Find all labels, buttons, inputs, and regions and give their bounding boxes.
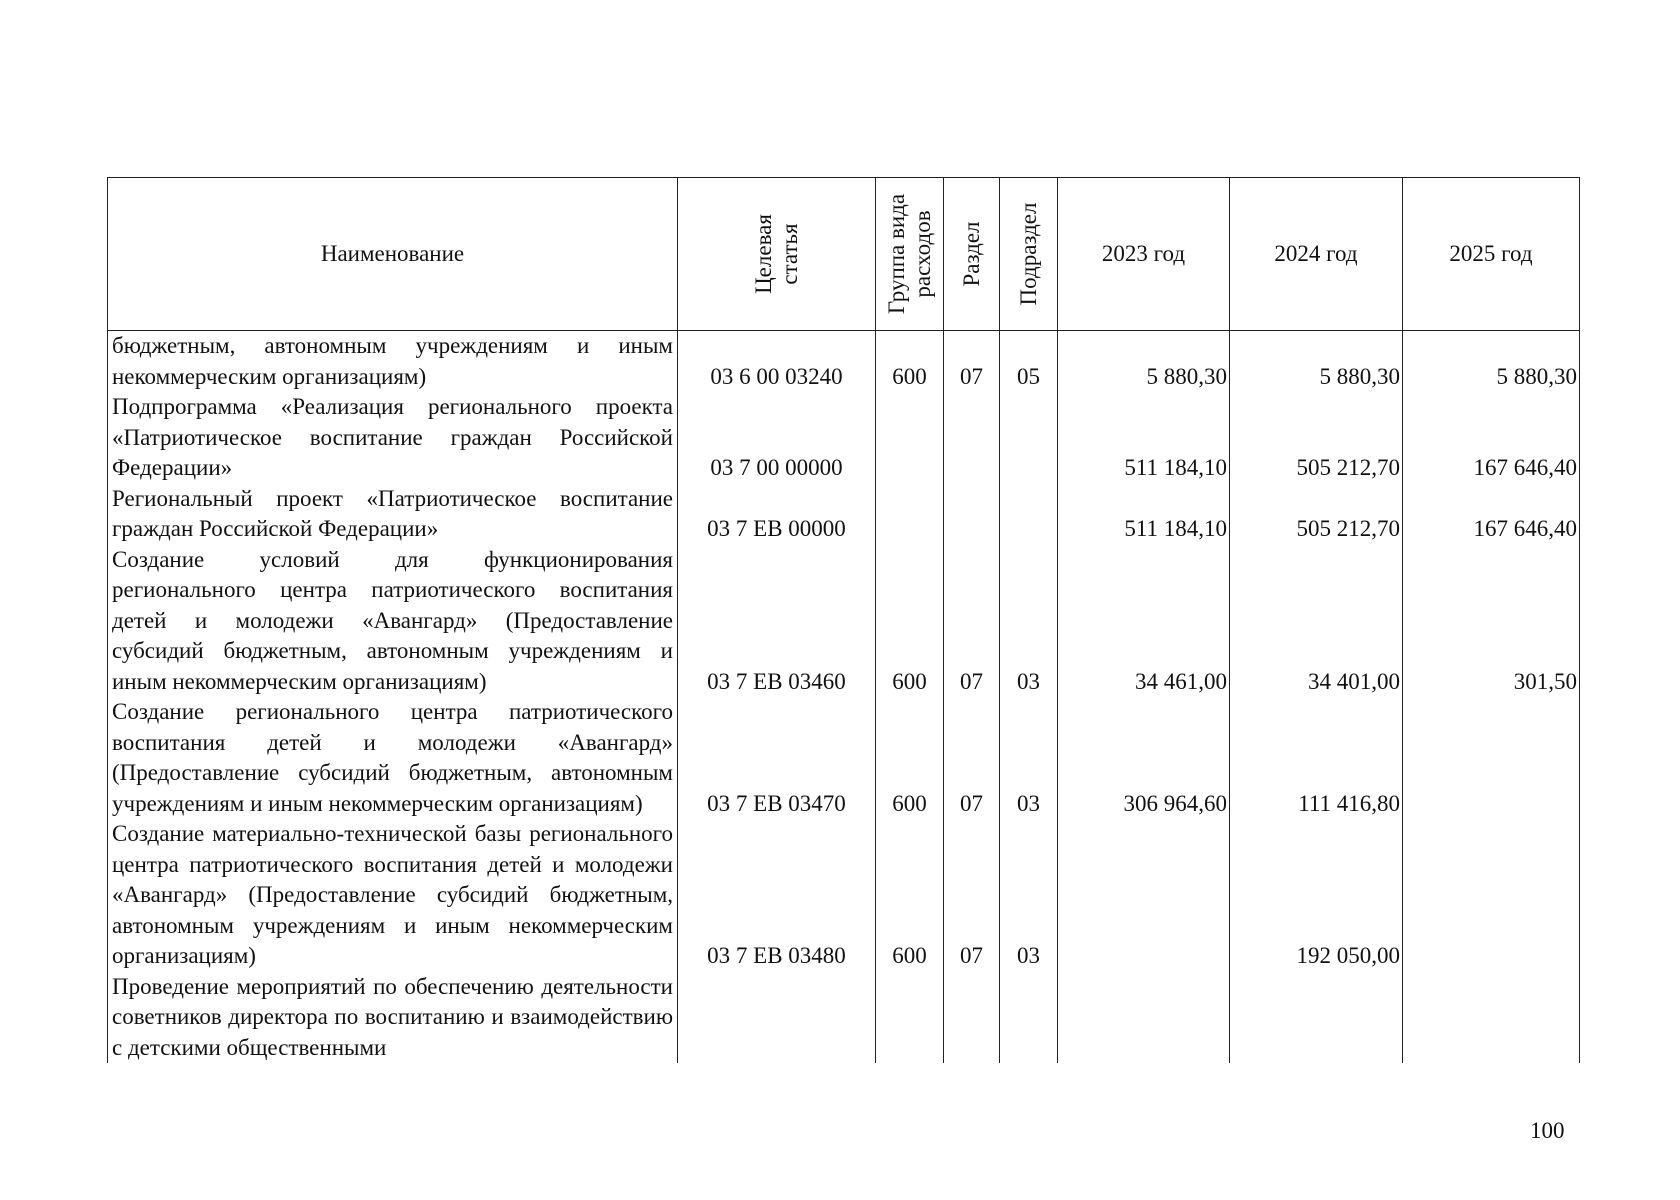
row-subsection: 05 [1000,331,1058,393]
row-name: Создание условий для функционирования регионального центра патриотического воспитания детей и молодежи «Авангард» (Предоставление субсидий бюджетным, автономным учреждениям и иным некоммерческим организациям) [108,545,678,698]
row-section [944,484,1000,545]
row-section [944,972,1000,1064]
row-code: 03 7 ЕВ 03480 [678,819,876,972]
table-header-row [108,178,1580,331]
row-section: 07 [944,545,1000,698]
header-expense-line2: расходов [909,210,935,298]
header-section [944,178,1000,331]
header-section-label: Раздел [958,221,984,287]
row-group [876,972,944,1064]
row-subsection [1000,972,1058,1064]
table-row [108,331,1580,393]
row-name: Подпрограмма «Реализация регионального проекта «Патриотическое воспитание граждан Российской Федерации» [108,392,678,484]
row-name: Создание регионального центра патриотического воспитания детей и молодежи «Авангард» (Предоставление субсидий бюджетным, автономным учреждениям и иным некоммерческим организациям) [108,697,678,819]
row-2023 [1058,819,1230,972]
row-code: 03 7 ЕВ 03460 [678,545,876,698]
row-2025: 167 646,40 [1403,484,1580,545]
row-2025: 167 646,40 [1403,392,1580,484]
row-2024: 505 212,70 [1230,392,1403,484]
header-subsection-label: Подраздел [1015,202,1041,306]
row-code: 03 6 00 03240 [678,331,876,393]
row-2023: 34 461,00 [1058,545,1230,698]
row-subsection [1000,484,1058,545]
table-row [108,819,1580,972]
row-2023: 5 880,30 [1058,331,1230,393]
page-number: 100 [1530,1118,1565,1143]
row-subsection: 03 [1000,819,1058,972]
table-row [108,545,1580,698]
row-section [944,392,1000,484]
row-name: бюджетным, автономным учреждениям и иным некоммерческим организациям) [108,331,678,393]
row-subsection [1000,392,1058,484]
row-2024 [1230,972,1403,1064]
row-group [876,392,944,484]
row-2024: 192 050,00 [1230,819,1403,972]
row-code: 03 7 00 00000 [678,392,876,484]
row-2025: 301,50 [1403,545,1580,698]
row-2023: 511 184,10 [1058,392,1230,484]
row-2025 [1403,972,1580,1064]
table-row [108,484,1580,545]
row-group: 600 [876,819,944,972]
header-target-article [678,178,876,331]
row-group: 600 [876,331,944,393]
budget-table [107,177,1580,1063]
header-target-line2: статья [776,223,802,285]
row-2025 [1403,819,1580,972]
table-row [108,697,1580,819]
row-group [876,484,944,545]
row-group: 600 [876,697,944,819]
row-code: 03 7 ЕВ 03470 [678,697,876,819]
row-2024: 5 880,30 [1230,331,1403,393]
row-2024: 505 212,70 [1230,484,1403,545]
budget-table-page [107,177,1579,1063]
row-name: Проведение мероприятий по обеспечению деятельности советников директора по воспитанию и взаимодействию с детскими общественными [108,972,678,1064]
row-2023 [1058,972,1230,1064]
row-name: Создание материально-технической базы регионального центра патриотического воспитания детей и молодежи «Авангард» (Предоставление субсидий бюджетным, автономным учреждениям и иным некоммерческим организациям) [108,819,678,972]
header-year-2025: 2025 год [1403,178,1580,331]
row-group: 600 [876,545,944,698]
row-name: Региональный проект «Патриотическое воспитание граждан Российской Федерации» [108,484,678,545]
header-name: Наименование [108,178,678,331]
row-code [678,972,876,1064]
row-2024: 111 416,80 [1230,697,1403,819]
row-2024: 34 401,00 [1230,545,1403,698]
row-2025: 5 880,30 [1403,331,1580,393]
table-row [108,972,1580,1064]
header-expense-line1: Группа вида [883,193,909,315]
row-section: 07 [944,819,1000,972]
table-row [108,392,1580,484]
row-section: 07 [944,331,1000,393]
header-target-line1: Целевая [750,214,776,294]
row-subsection: 03 [1000,545,1058,698]
header-year-2024: 2024 год [1230,178,1403,331]
row-2023: 511 184,10 [1058,484,1230,545]
header-subsection [1000,178,1058,331]
row-code: 03 7 ЕВ 00000 [678,484,876,545]
row-2023: 306 964,60 [1058,697,1230,819]
header-expense-group [876,178,944,331]
row-subsection: 03 [1000,697,1058,819]
row-section: 07 [944,697,1000,819]
header-year-2023: 2023 год [1058,178,1230,331]
row-2025 [1403,697,1580,819]
